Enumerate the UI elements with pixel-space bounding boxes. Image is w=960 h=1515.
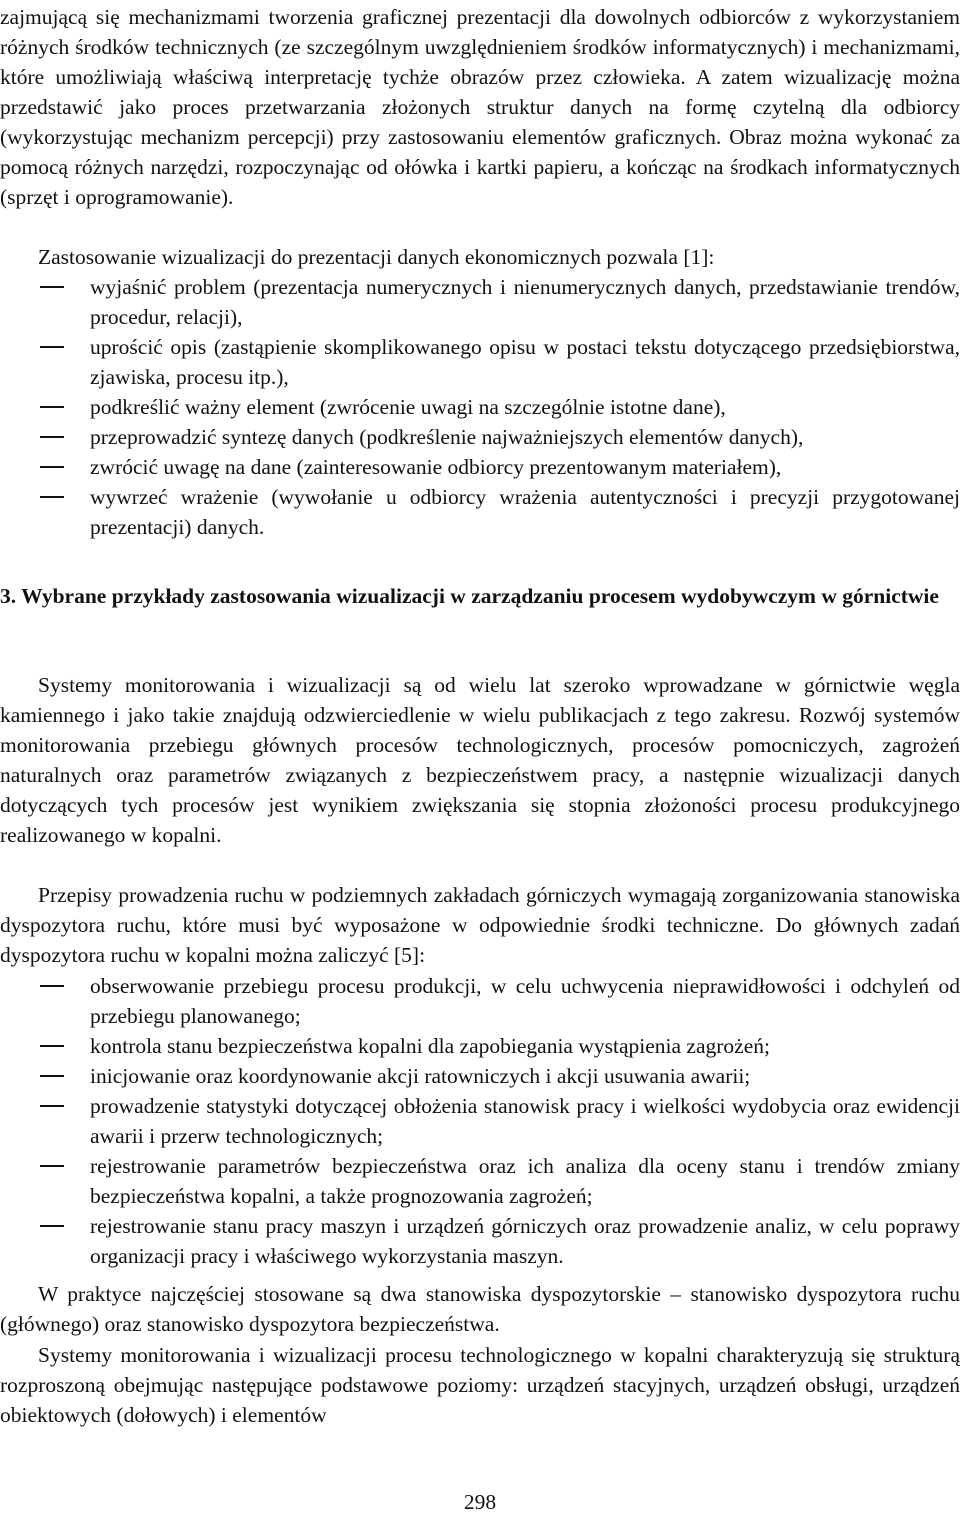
list-item: uprościć opis (zastąpienie skomplikowanego opisu w postaci tekstu dotyczącego przedsiębiorstwa, zjawiska, procesu itp.),: [0, 332, 960, 392]
paragraph-structure: Systemy monitorowania i wizualizacji procesu technologicznego w kopalni charakteryzują się strukturą rozproszoną obejmując następujące podstawowe poziomy: urządzeń stacyjnych, urządzeń obsługi, urządzeń obiektowych (dołowych) i elementów: [0, 1343, 960, 1427]
dash-bullet: [40, 1105, 64, 1107]
list-item: prowadzenie statystyki dotyczącej obłożenia stanowisk pracy i wielkości wydobycia oraz ewidencji awarii i przerw technologicznych;: [0, 1091, 960, 1151]
list-item: obserwowanie przebiegu procesu produkcji, w celu uchwycenia nieprawidłowości i odchyleń od przebiegu planowanego;: [0, 971, 960, 1031]
list-item: przeprowadzić syntezę danych (podkreślenie najważniejszych elementów danych),: [0, 422, 960, 452]
section-heading: 3. Wybrane przykłady zastosowania wizualizacji w zarządzaniu procesem wydobywczym w górnictwie: [0, 584, 939, 608]
dash-bullet: [40, 1045, 64, 1047]
page-number: 298: [463, 1490, 497, 1514]
visualization-benefits-list: [0, 272, 960, 542]
dash-bullet: [40, 496, 64, 498]
dash-bullet: [40, 985, 64, 987]
dash-bullet: [40, 1075, 64, 1077]
intro-paragraph: zajmującą się mechanizmami tworzenia graficznej prezentacji dla dowolnych odbiorców z wykorzystaniem różnych środków technicznych (ze szczególnym uwzględnieniem środków informatycznych) i mechanizmami, które umożliwiają właściwą interpretację tychże obrazów przez człowieka. A zatem wizualizację można przedstawić jako proces przetwarzania złożonych struktur danych na formę czytelną dla odbiorcy (wykorzystując mechanizm percepcji) przy zastosowaniu elementów graficznych. Obraz można wykonać za pomocą różnych narzędzi, rozpoczynając od ołówka i kartki papieru, a kończąc na środkach informatycznych (sprzęt i oprogramowanie).: [0, 5, 960, 209]
paragraph-systems: Systemy monitorowania i wizualizacji są od wielu lat szeroko wprowadzane w górnictwie węgla kamiennego i jako takie znajdują odzwierciedlenie w wielu publikacjach z tego zakresu. Rozwój systemów monitorowania przebiegu głównych procesów technologicznych, procesów pomocniczych, zagrożeń naturalnych oraz parametrów związanych z bezpieczeństwem pracy, a następnie wizualizacji danych dotyczących tych procesów jest wynikiem zwiększania się stopnia złożoności procesu produkcyjnego realizowanego w kopalni.: [0, 673, 960, 847]
list-item: inicjowanie oraz koordynowanie akcji ratowniczych i akcji usuwania awarii;: [0, 1061, 960, 1091]
dispatcher-tasks-list: [0, 971, 960, 1271]
list-item: rejestrowanie stanu pracy maszyn i urządzeń górniczych oraz prowadzenie analiz, w celu poprawy organizacji pracy i właściwego wykorzystania maszyn.: [0, 1211, 960, 1271]
list-item: wyjaśnić problem (prezentacja numerycznych i nienumerycznych danych, przedstawianie trendów, procedur, relacji),: [0, 272, 960, 332]
list-item: wywrzeć wrażenie (wywołanie u odbiorcy wrażenia autentyczności i precyzji przygotowanej prezentacji) danych.: [0, 482, 960, 542]
dash-bullet: [40, 436, 64, 438]
list-item: kontrola stanu bezpieczeństwa kopalni dla zapobiegania wystąpienia zagrożeń;: [0, 1031, 960, 1061]
dash-bullet: [40, 1165, 64, 1167]
list-item: zwrócić uwagę na dane (zainteresowanie odbiorcy prezentowanym materiałem),: [0, 452, 960, 482]
dash-bullet: [40, 406, 64, 408]
paragraph-rules: Przepisy prowadzenia ruchu w podziemnych zakładach górniczych wymagają zorganizowania stanowiska dyspozytora ruchu, które musi być wyposażone w odpowiednie środki techniczne. Do głównych zadań dyspozytora ruchu w kopalni można zaliczyć [5]:: [0, 883, 960, 967]
paragraph-practice: W praktyce najczęściej stosowane są dwa stanowiska dyspozytorskie – stanowisko dyspozytora ruchu (głównego) oraz stanowisko dyspozytora bezpieczeństwa.: [0, 1282, 960, 1336]
dash-bullet: [40, 286, 64, 288]
list-item: podkreślić ważny element (zwrócenie uwagi na szczególnie istotne dane),: [0, 392, 960, 422]
list-item: rejestrowanie parametrów bezpieczeństwa oraz ich analiza dla oceny stanu i trendów zmiany bezpieczeństwa kopalni, a także prognozowania zagrożeń;: [0, 1151, 960, 1211]
list1-intro: Zastosowanie wizualizacji do prezentacji danych ekonomicznych pozwala [1]:: [38, 245, 715, 269]
dash-bullet: [40, 1225, 64, 1227]
dash-bullet: [40, 466, 64, 468]
dash-bullet: [40, 346, 64, 348]
